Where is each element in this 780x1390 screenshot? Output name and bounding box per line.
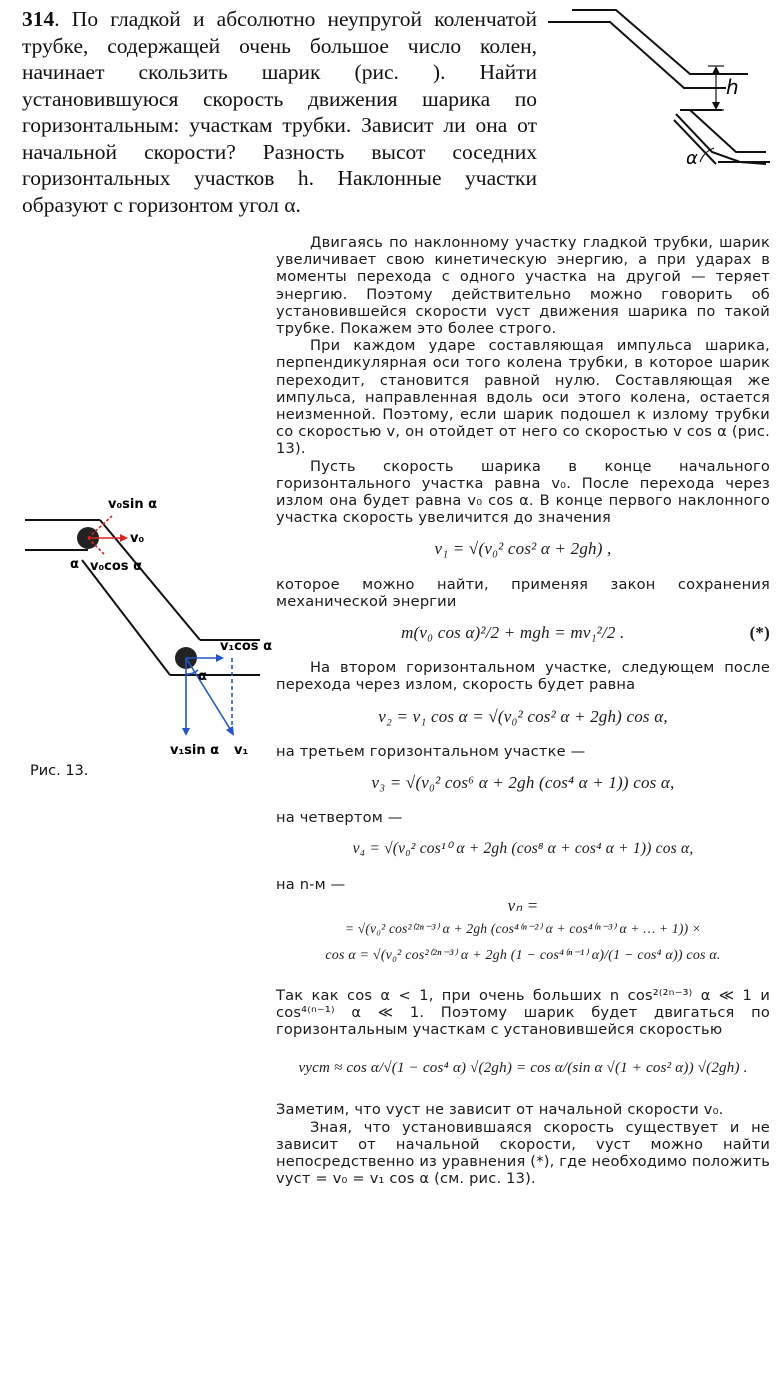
tube-segment-2-upper	[690, 110, 766, 152]
solution-para-10: Заметим, что vуст не зависит от начальной скорости v₀.	[276, 1101, 724, 1119]
figure-13	[20, 470, 290, 760]
label-v1-cos: v₁cos α	[220, 639, 272, 654]
solution-para-1: Двигаясь по наклонному участку гладкой трубки, шарик увеличивает свою кинетическую энергию, а при ударах в моменты перехода с одного участка на другой — теряет энергию. Поэтому действительно можно говорить об установившейся скорости vуст движения шарика по такой трубке. Покажем это более строго.	[276, 234, 770, 338]
formula-v2: v₂ = v₁ cos α = √(v₀² cos² α + 2gh) cos α,	[378, 706, 668, 726]
solution-para-2: При каждом ударе составляющая импульса шарика, перпендикулярная оси того колена трубки, в которое шарик переходит, становится равной нулю. Составляющая же импульса, направленная вдоль оси этого колена, остается неизменной. Поэтому, если шарик подошел к излому трубки со скоростью v, он отойдет от него со скоростью v cos α (рис. 13).	[276, 337, 770, 458]
label-alpha-1: α	[70, 557, 79, 572]
label-v0: v₀	[130, 531, 145, 546]
label-alpha-2: α	[198, 669, 207, 684]
formula-energy	[276, 624, 770, 641]
formula-v1: v₁ = √(v₀² cos² α + 2gh) ,	[434, 539, 612, 559]
solution-para-5: На втором горизонтальном участке, следующем после перехода через излом, скорость будет равна	[276, 659, 770, 694]
label-v0-sin: v₀sin α	[108, 497, 158, 512]
solution-para-6: на третьем горизонтальном участке —	[276, 742, 586, 760]
problem-text: . По гладкой и абсолютно неупругой коленчатой трубке, содержащей очень большое число колен, начинает скользить шарик (рис. ). Найти установившуюся скорость движения шарика по горизонтальным: участкам трубки. Зависит ли она от начальной скорости? Разность высот соседних горизонтальных участков h. Наклонные участки образуют с горизонтом угол α.	[22, 7, 537, 217]
solution-para-4: которое можно найти, применяя закон сохранения механической энергии	[276, 575, 770, 610]
solution-para-3: Пусть скорость шарика в конце начального горизонтального участка равна v₀. После перехода через излом она будет равна v₀ cos α. В конце первого наклонного участка скорость увеличится до значения	[276, 457, 770, 527]
formula-vn-line1: = √(v₀² cos²⁽²ⁿ⁻³⁾ α + 2gh (cos⁴⁽ⁿ⁻²⁾ α + cos⁴⁽ⁿ⁻³⁾ α + … + 1)) ×	[344, 921, 702, 937]
formula-vust: vуст ≈ cos α/√(1 − cos⁴ α) √(2gh) = cos α/(sin α √(1 + cos² α)) √(2gh) .	[298, 1060, 748, 1077]
figure-13-caption: Рис. 13.	[30, 763, 89, 779]
problem-number: 314	[22, 7, 55, 31]
label-h: h	[726, 75, 739, 99]
tube-upper-wall	[572, 10, 748, 74]
solution-para-11: Зная, что установившаяся скорость существует и не зависит от начальной скорости, vуст можно найти непосредственно из уравнения (*), где необходимо положить vуст = v₀ = v₁ cos α (см. рис. 13).	[276, 1118, 770, 1188]
solution	[276, 234, 770, 1187]
solution-para-8: на n-м —	[276, 875, 346, 893]
solution-para-9: Так как cos α < 1, при очень больших n cos²⁽²ⁿ⁻³⁾ α ≪ 1 и cos⁴⁽ⁿ⁻¹⁾ α ≪ 1. Поэтому шарик будет двигаться по горизонтальным участкам с установившейся скоростью	[276, 986, 770, 1038]
label-v0-cos: v₀cos α	[90, 559, 142, 574]
tube-lower-wall	[548, 22, 726, 88]
tube-figure	[540, 2, 780, 192]
label-v1-sin: v₁sin α	[170, 743, 220, 758]
formula-energy-body: m(v₀ cos α)²/2 + mgh = mv₁²/2 .	[401, 623, 625, 643]
formula-vn-line2: cos α = √(v₀² cos²⁽²ⁿ⁻³⁾ α + 2gh (1 − cos⁴⁽ⁿ⁻¹⁾ α)/(1 − cos⁴ α)) cos α.	[325, 948, 721, 964]
label-v1: v₁	[234, 743, 249, 758]
formula-v3: v₃ = √(v₀² cos⁶ α + 2gh (cos⁴ α + 1)) cos α,	[371, 773, 675, 793]
solution-para-7: на четвертом —	[276, 809, 403, 827]
problem-statement	[22, 6, 537, 218]
formula-vn-head: vₙ =	[507, 895, 539, 915]
label-alpha-top: α	[686, 148, 698, 169]
formula-energy-mark: (*)	[749, 623, 770, 643]
formula-v4: v₄ = √(v₀² cos¹⁰ α + 2gh (cos⁸ α + cos⁴ α + 1)) cos α,	[352, 840, 694, 858]
